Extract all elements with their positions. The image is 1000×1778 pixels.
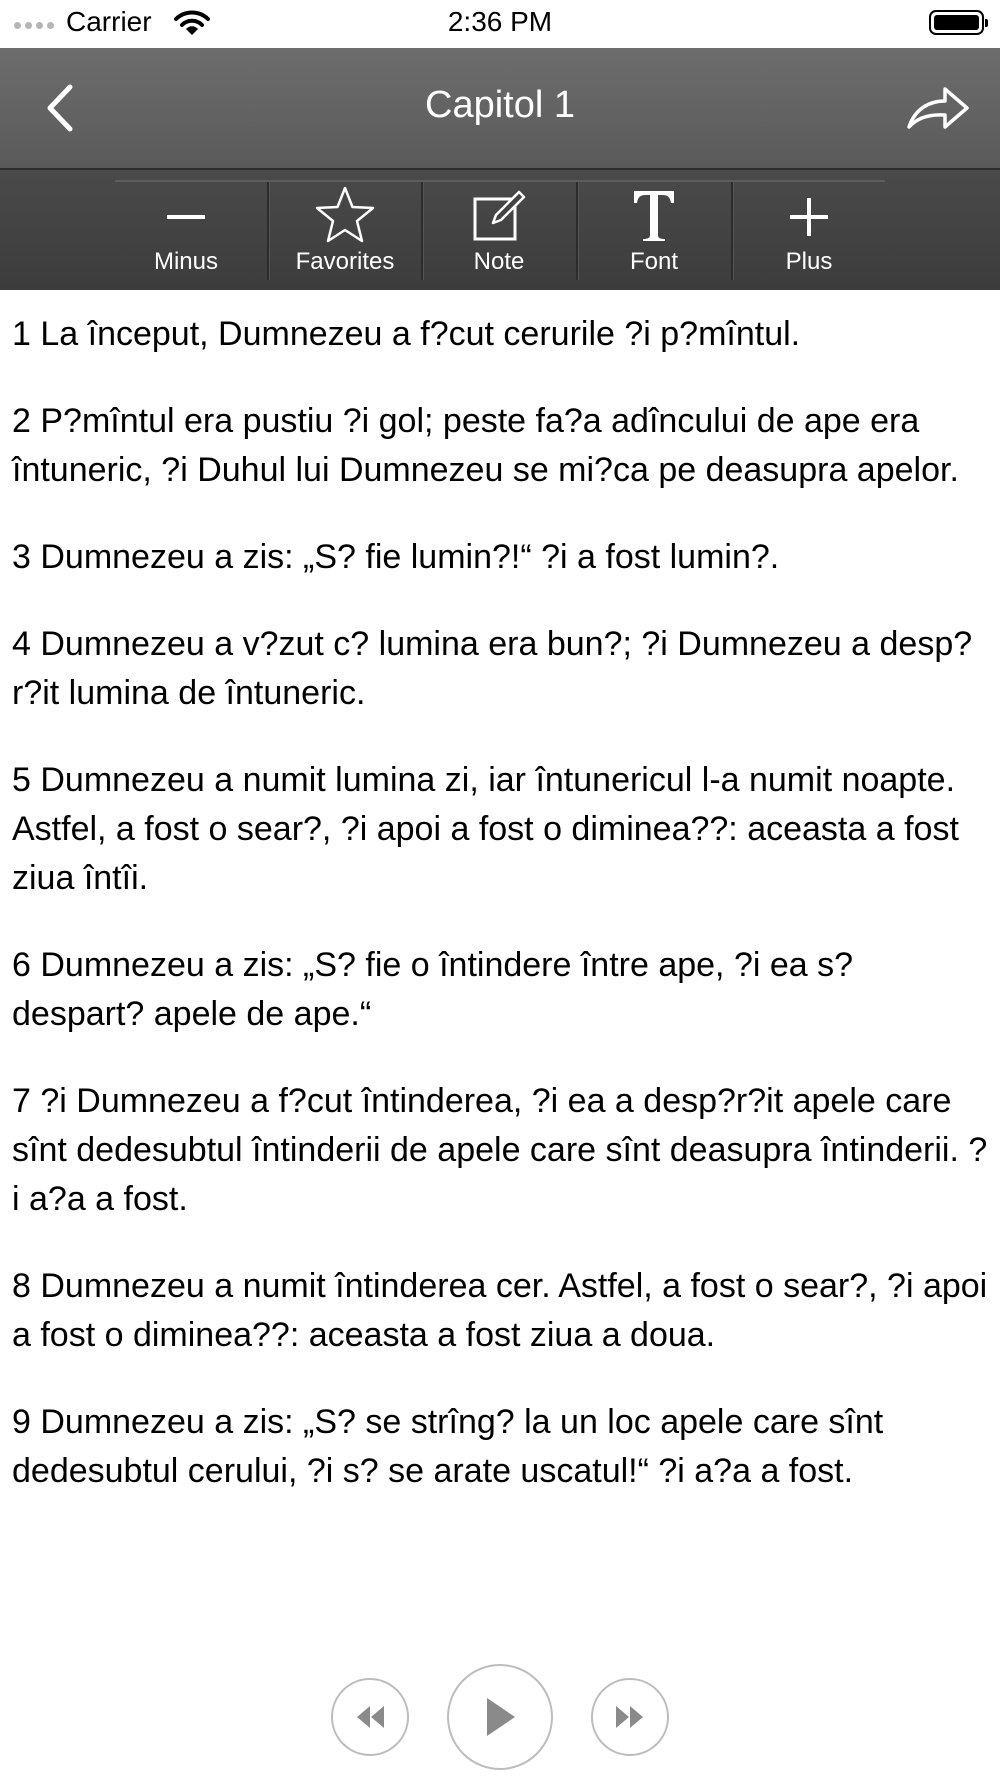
toolbar (0, 168, 1000, 290)
rewind-button[interactable] (331, 1678, 409, 1756)
share-arrow-icon (905, 83, 971, 133)
navigation-bar (0, 48, 1000, 168)
plus-icon (787, 193, 831, 237)
fast-forward-button[interactable] (591, 1678, 669, 1756)
font-button[interactable] (578, 182, 730, 282)
note-label: Note (473, 248, 525, 275)
verse[interactable]: 1 La început, Dumnezeu a f?cut cerurile ?i p?mîntul. (12, 315, 801, 353)
fast-forward-icon (613, 1704, 647, 1730)
audio-player (0, 1664, 1000, 1774)
minus-icon (164, 193, 208, 237)
minus-label: Minus (153, 248, 219, 275)
rewind-icon (353, 1704, 387, 1730)
verse[interactable]: 6 Dumnezeu a zis: „S? fie o întindere între ape, ?i ea s? despart? apele de ape.“ (12, 946, 854, 1033)
verse[interactable]: 8 Dumnezeu a numit întinderea cer. Astfel, a fost o sear?, ?i apoi a fost o diminea??: aceasta a fost ziua a doua. (12, 1267, 988, 1354)
verse[interactable]: 3 Dumnezeu a zis: „S? fie lumin?!“ ?i a fost lumin?. (12, 538, 780, 576)
verse[interactable]: 9 Dumnezeu a zis: „S? se strîng? la un loc apele care sînt dedesubtul cerului, ?i s? se arate uscatul!“ ?i a?a a fost. (12, 1403, 884, 1490)
page-title: Capitol 1 (425, 84, 575, 126)
play-icon (483, 1696, 517, 1738)
chapter-content (12, 290, 992, 1534)
favorites-button[interactable] (269, 182, 421, 282)
note-button[interactable] (423, 182, 575, 282)
share-button[interactable] (900, 78, 976, 138)
battery-icon (929, 10, 984, 35)
plus-button[interactable] (733, 182, 885, 282)
verse[interactable]: 7 ?i Dumnezeu a f?cut întinderea, ?i ea a desp?r?it apele care sînt dedesubtul întinderii de apele care sînt deasupra întinderii. ?i a?a a fost. (12, 1082, 988, 1218)
play-button[interactable] (447, 1664, 553, 1770)
font-label: Font (629, 248, 679, 275)
minus-button[interactable] (110, 182, 262, 282)
status-bar (0, 0, 1000, 48)
verse[interactable]: 2 P?mîntul era pustiu ?i gol; peste fa?a adîncului de ape era întuneric, ?i Duhul lui Dumnezeu se mi?ca pe deasupra apelor. (12, 402, 959, 489)
status-time: 2:36 PM (447, 6, 553, 37)
carrier-name: Carrier (66, 6, 152, 37)
font-icon (629, 187, 679, 243)
verse[interactable]: 5 Dumnezeu a numit lumina zi, iar întunericul l-a numit noapte. Astfel, a fost o sear?, ?i apoi a fost o diminea??: aceasta a fost ziua întîi. (12, 761, 959, 897)
verse[interactable]: 4 Dumnezeu a v?zut c? lumina era bun?; ?i Dumnezeu a desp?r?it lumina de întuneric. (12, 625, 973, 712)
star-icon (313, 185, 377, 245)
plus-label: Plus (785, 248, 833, 275)
note-edit-icon (471, 187, 527, 243)
favorites-label: Favorites (295, 248, 395, 275)
